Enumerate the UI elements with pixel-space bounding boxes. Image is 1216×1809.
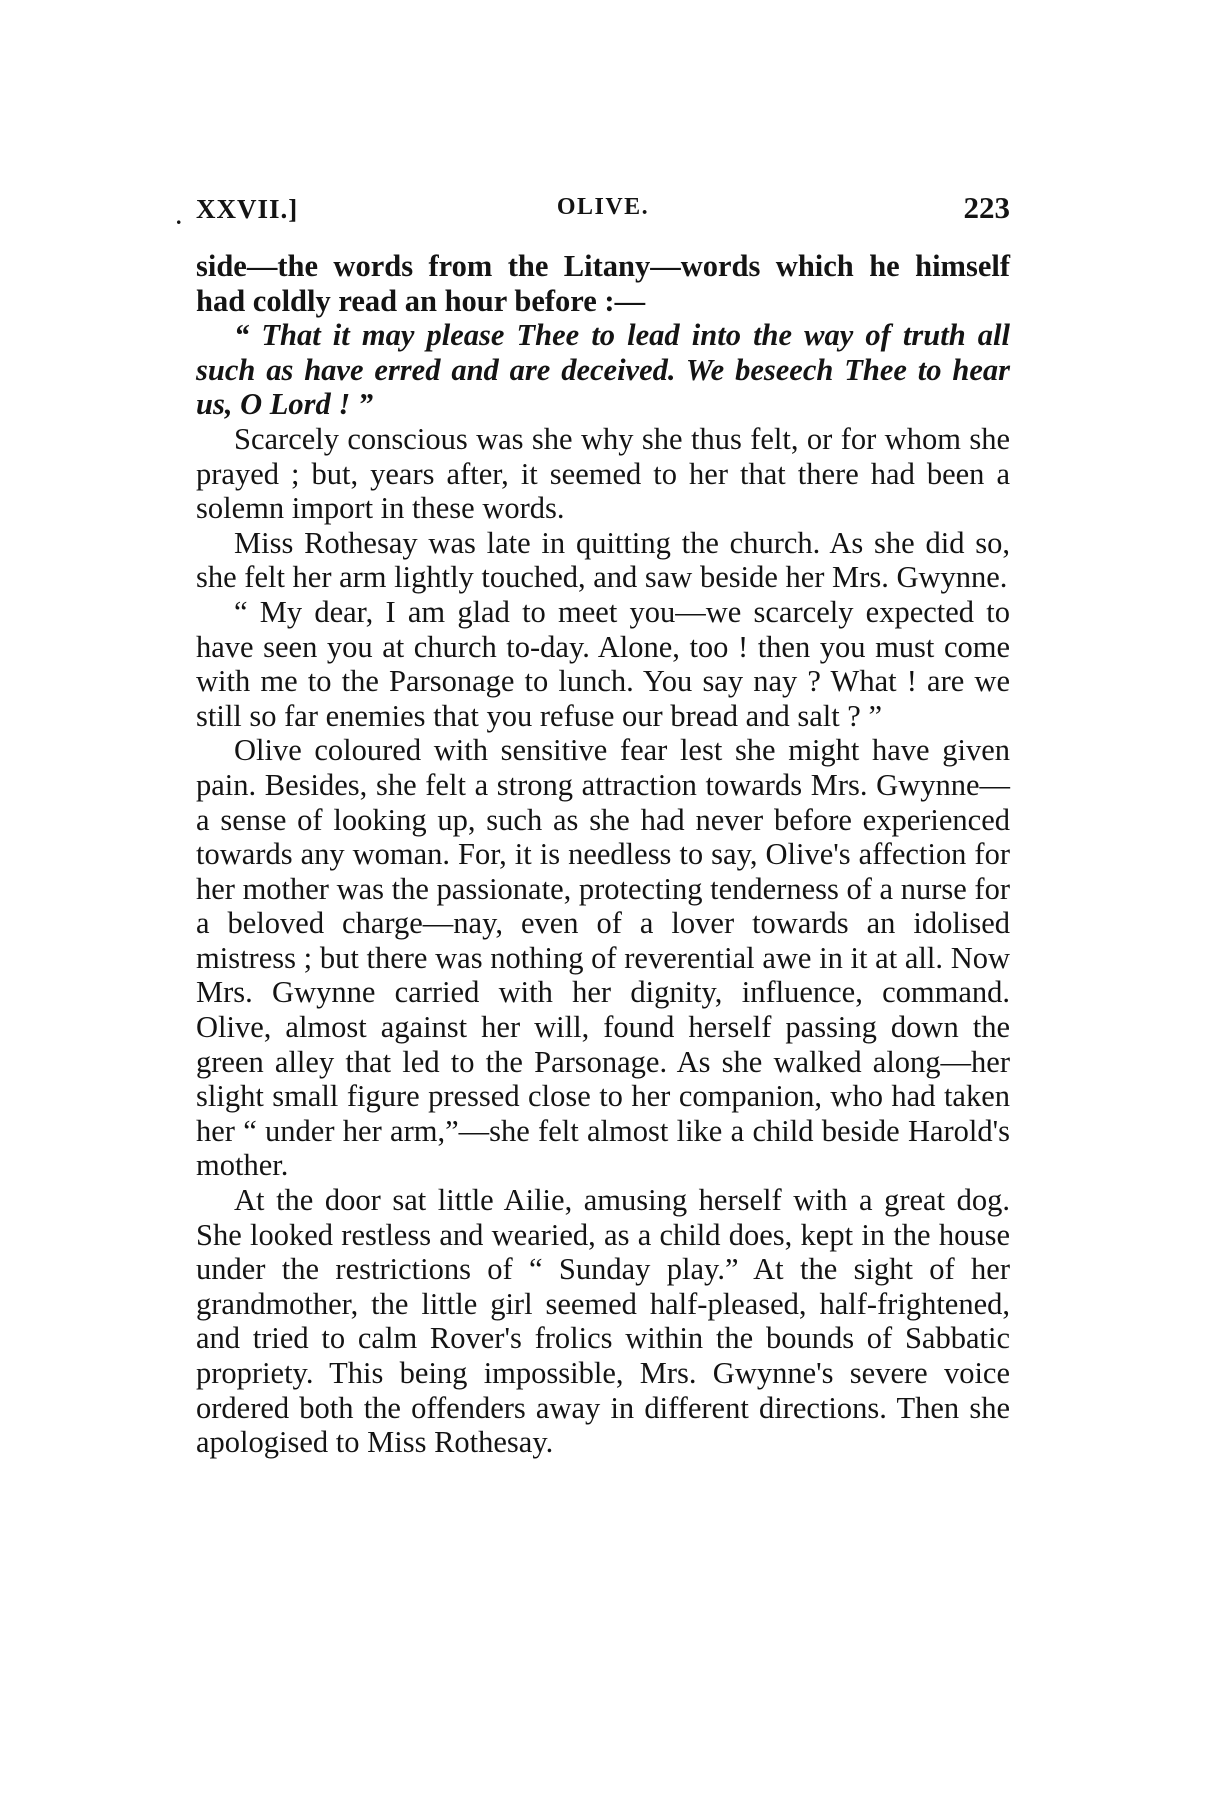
stray-dot-mark: . [176, 204, 182, 229]
running-head [196, 190, 1010, 230]
running-title: OLIVE. [556, 194, 650, 220]
paragraph: “ My dear, I am glad to meet you—we scarcely expected to have seen you at church to-day. Alone, too ! then you must come with me to the Parsonage to lunch. You say nay ? What ! are we still so far enemies that you refuse our bread and salt ? ” [196, 594, 1010, 733]
paragraph: Olive coloured with sensitive fear lest she might have given pain. Besides, she felt a strong attraction towards Mrs. Gwynne—a sense of looking up, such as she had never before experienced towards any woman. For, it is needless to say, Olive's affection for her mother was the passionate, protecting tenderness of a nurse for a beloved charge—nay, even of a lover towards an idolised mistress ; but there was nothing of reverential awe in it at all. Now Mrs. Gwynne carried with her dignity, influence, command. Olive, almost against her will, found herself passing down the green alley that led to the Parsonage. As she walked along—her slight small figure pressed close to her companion, who had taken her “ under her arm,”—she felt almost like a child beside Harold's mother. [196, 733, 1010, 1183]
body-text [196, 249, 1010, 1460]
page-number: 223 [963, 190, 1010, 225]
paragraph: Scarcely conscious was she why she thus felt, or for whom she prayed ; but, years after, it seemed to her that there had been a solemn import in these words. [196, 421, 1010, 526]
paragraph: At the door sat little Ailie, amusing herself with a great dog. She looked restless and wearied, as a child does, kept in the house under the restrictions of “ Sunday play.” At the sight of her grandmother, the little girl seemed half-pleased, half-frightened, and tried to calm Rover's frolics within the bounds of Sabbatic propriety. This being impossible, Mrs. Gwynne's severe voice ordered both the offenders away in different directions. Then she apologised to Miss Rothesay. [196, 1183, 1010, 1460]
paragraph: Miss Rothesay was late in quitting the church. As she did so, she felt her arm lightly touched, and saw beside her Mrs. Gwynne. [196, 525, 1010, 595]
paragraph-continuation: side—the words from the Litany—words which he himself had coldly read an hour before :— [196, 249, 1010, 318]
litany-quotation: “ That it may please Thee to lead into the way of truth all such as have erred and are deceived. We beseech Thee to hear us, O Lord ! ” [196, 318, 1010, 422]
chapter-number: XXVII.] [196, 194, 299, 224]
